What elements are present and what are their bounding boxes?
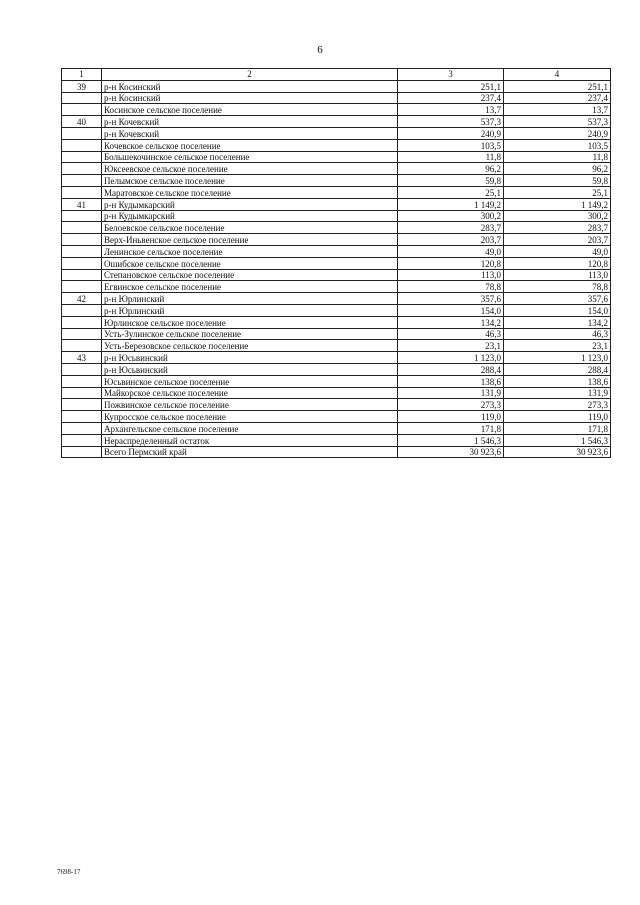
row-value-col4: 113,0 <box>504 269 611 281</box>
row-name: Белоевское сельское поселение <box>102 222 398 234</box>
row-value-col4: 1 149,2 <box>504 198 611 210</box>
row-name: р-н Юсьвинский <box>102 363 398 375</box>
row-name: Егвинское сельское поселение <box>102 281 398 293</box>
row-value-col3: 237,4 <box>398 92 504 104</box>
row-name: р-н Юсьвинский <box>102 352 398 364</box>
row-value-col4: 300,2 <box>504 210 611 222</box>
table-row <box>62 234 611 246</box>
row-value-col4: 237,4 <box>504 92 611 104</box>
table-row <box>62 293 611 305</box>
row-number <box>62 316 102 328</box>
row-value-col3: 13,7 <box>398 104 504 116</box>
row-value-col4: 134,2 <box>504 316 611 328</box>
row-name: Верх-Иньвенское сельское поселение <box>102 234 398 246</box>
row-name: Юсьвинское сельское поселение <box>102 375 398 387</box>
row-name: р-н Кудымкарский <box>102 198 398 210</box>
table-row <box>62 175 611 187</box>
row-number <box>62 175 102 187</box>
row-name: Усть-Березовское сельское поселение <box>102 340 398 352</box>
row-name: р-н Юрлинский <box>102 304 398 316</box>
row-value-col3: 138,6 <box>398 375 504 387</box>
table-row <box>62 257 611 269</box>
row-value-col3: 78,8 <box>398 281 504 293</box>
table-row <box>62 434 611 446</box>
row-value-col3: 203,7 <box>398 234 504 246</box>
row-value-col4: 59,8 <box>504 175 611 187</box>
header-row <box>62 69 611 81</box>
row-value-col4: 11,8 <box>504 151 611 163</box>
table-row <box>62 316 611 328</box>
row-number <box>62 399 102 411</box>
row-value-col3: 537,3 <box>398 116 504 128</box>
row-number <box>62 375 102 387</box>
row-name: Всего Пермский край <box>102 446 398 458</box>
row-value-col4: 138,6 <box>504 375 611 387</box>
table-row <box>62 399 611 411</box>
row-number <box>62 186 102 198</box>
row-name: Пелымское сельское поселение <box>102 175 398 187</box>
row-value-col4: 25,1 <box>504 186 611 198</box>
row-value-col4: 288,4 <box>504 363 611 375</box>
row-value-col4: 273,3 <box>504 399 611 411</box>
row-value-col3: 131,9 <box>398 387 504 399</box>
table-row <box>62 127 611 139</box>
row-name: Маратовское сельское поселение <box>102 186 398 198</box>
row-value-col4: 78,8 <box>504 281 611 293</box>
row-value-col4: 49,0 <box>504 245 611 257</box>
row-name: Ошибское сельское поселение <box>102 257 398 269</box>
header-col-3: 3 <box>398 69 504 81</box>
row-value-col3: 300,2 <box>398 210 504 222</box>
row-number: 40 <box>62 116 102 128</box>
row-number <box>62 245 102 257</box>
row-number <box>62 92 102 104</box>
table-row <box>62 352 611 364</box>
row-number <box>62 104 102 116</box>
table-row <box>62 163 611 175</box>
row-name: Степановское сельское поселение <box>102 269 398 281</box>
table-row <box>62 92 611 104</box>
row-value-col3: 171,8 <box>398 422 504 434</box>
row-name: Косинское сельское поселение <box>102 104 398 116</box>
table-row <box>62 375 611 387</box>
row-number <box>62 434 102 446</box>
row-value-col4: 171,8 <box>504 422 611 434</box>
row-value-col3: 283,7 <box>398 222 504 234</box>
header-col-2: 2 <box>102 69 398 81</box>
table-row <box>62 222 611 234</box>
table-row <box>62 387 611 399</box>
row-name: Пожвинское сельское поселение <box>102 399 398 411</box>
row-value-col4: 154,0 <box>504 304 611 316</box>
row-number <box>62 411 102 423</box>
table-row <box>62 269 611 281</box>
row-name: р-н Косинский <box>102 80 398 92</box>
row-value-col4: 251,1 <box>504 80 611 92</box>
header-col-1: 1 <box>62 69 102 81</box>
row-name: Юксеевское сельское поселение <box>102 163 398 175</box>
row-value-col3: 1 149,2 <box>398 198 504 210</box>
row-value-col3: 103,5 <box>398 139 504 151</box>
row-value-col3: 46,3 <box>398 328 504 340</box>
row-number <box>62 446 102 458</box>
page-number: 6 <box>317 44 323 56</box>
row-name: Ленинское сельское поселение <box>102 245 398 257</box>
row-number <box>62 163 102 175</box>
row-value-col3: 119,0 <box>398 411 504 423</box>
table-row <box>62 116 611 128</box>
row-name: Купросское сельское поселение <box>102 411 398 423</box>
row-value-col4: 1 123,0 <box>504 352 611 364</box>
table-row <box>62 340 611 352</box>
row-name: р-н Юрлинский <box>102 293 398 305</box>
row-number <box>62 281 102 293</box>
row-name: Нераспределенный остаток <box>102 434 398 446</box>
row-name: Архангельское сельское поселение <box>102 422 398 434</box>
allocation-table <box>61 68 611 458</box>
row-value-col3: 30 923,6 <box>398 446 504 458</box>
row-number: 39 <box>62 80 102 92</box>
row-value-col4: 13,7 <box>504 104 611 116</box>
table-row <box>62 281 611 293</box>
table-row <box>62 186 611 198</box>
row-number <box>62 151 102 163</box>
row-name: р-н Кочевский <box>102 127 398 139</box>
header-col-4: 4 <box>504 69 611 81</box>
row-name: р-н Косинский <box>102 92 398 104</box>
row-value-col3: 288,4 <box>398 363 504 375</box>
table-header <box>62 69 611 81</box>
row-name: р-н Кудымкарский <box>102 210 398 222</box>
row-value-col3: 120,8 <box>398 257 504 269</box>
table-row <box>62 304 611 316</box>
row-value-col4: 240,9 <box>504 127 611 139</box>
row-value-col4: 96,2 <box>504 163 611 175</box>
row-value-col4: 203,7 <box>504 234 611 246</box>
row-value-col4: 283,7 <box>504 222 611 234</box>
row-number <box>62 269 102 281</box>
row-number <box>62 257 102 269</box>
table-row <box>62 139 611 151</box>
row-number <box>62 328 102 340</box>
table-row <box>62 411 611 423</box>
row-number <box>62 304 102 316</box>
row-number <box>62 340 102 352</box>
row-number <box>62 363 102 375</box>
row-number <box>62 234 102 246</box>
row-value-col3: 357,6 <box>398 293 504 305</box>
row-number <box>62 422 102 434</box>
row-value-col3: 1 546,3 <box>398 434 504 446</box>
row-name: Усть-Зулинское сельское поселение <box>102 328 398 340</box>
row-name: Кочевское сельское поселение <box>102 139 398 151</box>
row-number: 43 <box>62 352 102 364</box>
row-name: Майкорское сельское поселение <box>102 387 398 399</box>
row-number <box>62 387 102 399</box>
row-value-col3: 25,1 <box>398 186 504 198</box>
row-value-col4: 103,5 <box>504 139 611 151</box>
row-value-col3: 1 123,0 <box>398 352 504 364</box>
row-value-col4: 537,3 <box>504 116 611 128</box>
row-value-col3: 251,1 <box>398 80 504 92</box>
row-value-col4: 46,3 <box>504 328 611 340</box>
row-value-col4: 23,1 <box>504 340 611 352</box>
row-value-col3: 49,0 <box>398 245 504 257</box>
table-row <box>62 245 611 257</box>
row-value-col3: 134,2 <box>398 316 504 328</box>
row-value-col4: 30 923,6 <box>504 446 611 458</box>
row-value-col3: 154,0 <box>398 304 504 316</box>
table-row <box>62 328 611 340</box>
row-value-col4: 131,9 <box>504 387 611 399</box>
row-number <box>62 139 102 151</box>
row-value-col3: 240,9 <box>398 127 504 139</box>
table-row <box>62 363 611 375</box>
row-name: Большекочинское сельское поселение <box>102 151 398 163</box>
row-value-col4: 357,6 <box>504 293 611 305</box>
row-value-col3: 273,3 <box>398 399 504 411</box>
row-number <box>62 127 102 139</box>
table-row <box>62 80 611 92</box>
row-value-col3: 59,8 <box>398 175 504 187</box>
row-value-col4: 120,8 <box>504 257 611 269</box>
row-number: 42 <box>62 293 102 305</box>
row-name: Юрлинское сельское поселение <box>102 316 398 328</box>
document-code: 7698-17 <box>57 868 81 876</box>
row-value-col4: 119,0 <box>504 411 611 423</box>
row-value-col3: 113,0 <box>398 269 504 281</box>
row-number <box>62 222 102 234</box>
table-row <box>62 446 611 458</box>
table-row <box>62 422 611 434</box>
row-value-col3: 23,1 <box>398 340 504 352</box>
table-body <box>62 80 611 458</box>
row-value-col4: 1 546,3 <box>504 434 611 446</box>
row-value-col3: 96,2 <box>398 163 504 175</box>
table-row <box>62 151 611 163</box>
table-row <box>62 198 611 210</box>
row-name: р-н Кочевский <box>102 116 398 128</box>
row-number <box>62 210 102 222</box>
row-number: 41 <box>62 198 102 210</box>
table-row <box>62 210 611 222</box>
table-row <box>62 104 611 116</box>
row-value-col3: 11,8 <box>398 151 504 163</box>
